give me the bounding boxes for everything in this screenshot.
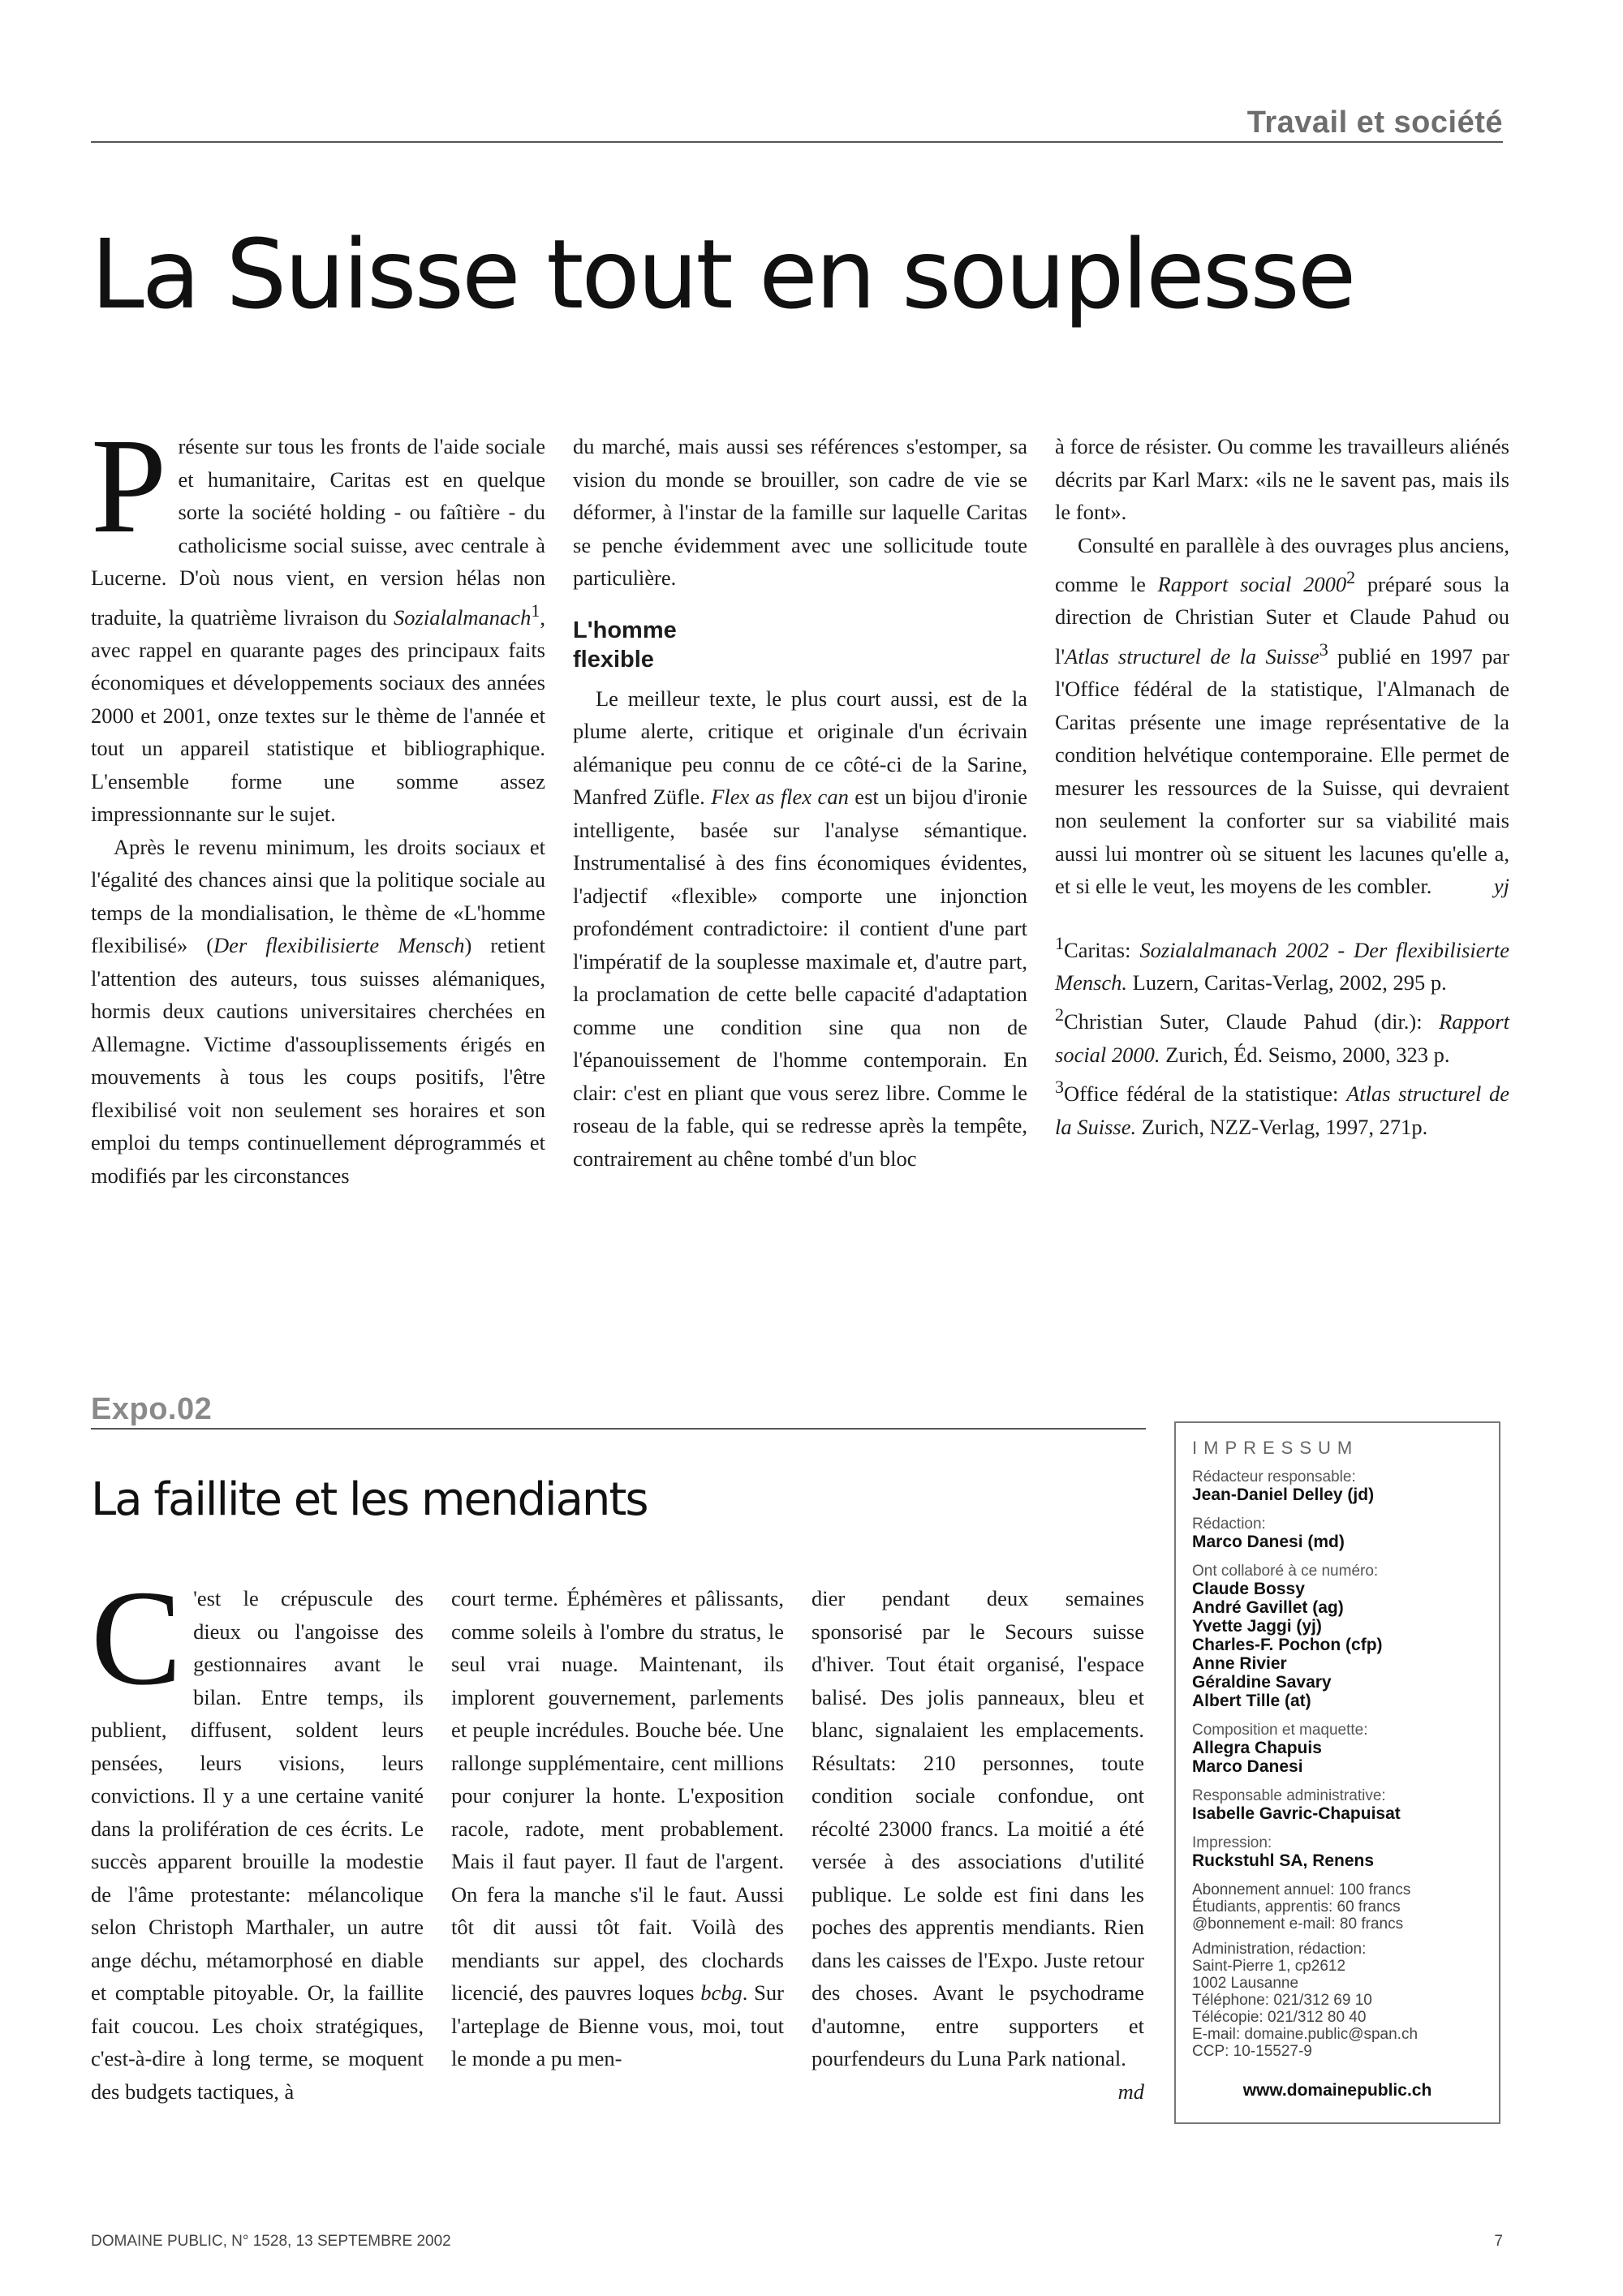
article1-subhead: L'homme flexible	[573, 617, 677, 673]
page-number: 7	[1494, 2233, 1503, 2250]
article2-column-2: court terme. Éphémères et pâlissants, comme soleils à l'ombre du stratus, le seul vrai nuage. Maintenant, ils implorent gouvernement, parlements et peuple incrédules. Bouche bée. Une rallonge supplémentaire, cent millions pour conjurer la honte. L'exposition racole, radote, ment probablement. Mais il faut payer. Il faut de l'argent. On fera la manche s'il le faut. Aussi tôt dit aussi tôt fait. Voilà des mendiants sur appel, des clochards licencié, des pauvres loques bcbg. Sur l'arteplage de Bienne vous, moi, tout le monde a pu men-	[451, 1586, 784, 2070]
impressum-box: IMPRESSUM Rédacteur responsable: Jean-Daniel Delley (jd) Rédaction: Marco Danesi (md) Ont collaboré à ce numéro: Claude Bossy André Gavillet (ag) Yvette Jaggi (yj) Charles-F. Pochon (cfp) Anne Rivier Géraldine Savary Albert Tille (at) Composition et maquette: Allegra Chapuis Marco Danesi Responsable administrative: Isabelle Gavric-Chapuisat Impression: Ruckstuhl SA, Renens Abonnement annuel: 100 francs Étudiants, apprentis: 60 francs @bonnement e-mail: 80 francs Administration, rédaction: Saint-Pierre 1, cp2612 1002 Lausanne Téléphone: 021/312 69 10 Télécopie: 021/312 80 40 E-mail: domaine.public@span.ch CCP: 10-15527-9 www.domainepublic.ch	[1174, 1421, 1500, 2124]
article1-dropcap: P	[91, 411, 167, 561]
website-link[interactable]: www.domainepublic.ch	[1242, 2081, 1432, 2100]
article1-signature: yj	[1493, 874, 1509, 899]
article1-column-3: à force de résister. Ou comme les travailleurs aliénés décrits par Karl Marx: «ils ne le savent pas, mais ils le font». Consulté en parallèle à des ouvrages plus anciens, comme le Rapport social 2000$^2$ préparé sous la direction de Christian Suter et Claude Pahud ou l'Atlas structurel de la Suisse$^3$ publié en 1997 par l'Office fédéral de la statistique, l'Almanach de Caritas présente une image représentative de la condition helvétique contemporaine. Elle permet de mesurer les ressources de la Suisse, qui devraient non seulement la conforter sur sa viabilité mais aussi lui montrer où se situent les lacunes qu'elle a, et si elle le veut, les moyens de les combler. yj $^1$Caritas: Sozialalmanach 2002 - Der flexibilisierte Mensch. Luzern, Caritas-Verlag, 2002, 295 p. $^2$Christian Suter, Claude Pahud (dir.): Rapport social 2000. Zurich, Éd. Seismo, 2000, 323 p. $^3$Office fédéral de la statistique: Atlas structurel de la Suisse. Zurich, NZZ-Verlag, 1997, 271p.	[1055, 430, 1509, 1143]
article2-title: La faillite et les mendiants	[91, 1473, 648, 1526]
top-rule	[91, 141, 1503, 143]
article1-footnotes	[1055, 927, 1509, 1143]
article2-column-1: C 'est le crépuscule des dieux ou l'angoisse des gestionnaires avant le bilan. Entre temps, ils publient, diffusent, soldent leurs pensées, leurs visions, leurs convictions. Il y a une certaine vanité dans la prolifération de ces écrits. Le succès apparent brouille la modestie de l'âme protestante: mélancolique selon Christoph Marthaler, un autre ange déchu, métamorphosé en diable et comptable pitoyable. Or, la faillite fait coucou. Les choix stratégiques, c'est-à-dire à long terme, se moquent des budgets tactiques, à	[91, 1563, 424, 2104]
footnote-2: $^2$Christian Suter, Claude Pahud (dir.): Rapport social 2000. Zurich, Éd. Seismo, 2000, 323 p.	[1055, 1004, 1509, 1067]
section-label-top: Travail et société	[1246, 105, 1503, 140]
article1-title: La Suisse tout en souplesse	[91, 218, 1354, 330]
contributors-list: Claude Bossy André Gavillet (ag) Yvette Jaggi (yj) Charles-F. Pochon (cfp) Anne Rivier Géraldine Savary Albert Tille (at)	[1192, 1580, 1383, 1710]
article2-dropcap: C	[91, 1563, 183, 1713]
admin-contact: Administration, rédaction: Saint-Pierre 1, cp2612 1002 Lausanne Téléphone: 021/312 69 10 Télécopie: 021/312 80 40 E-mail: domaine.public@span.ch CCP: 10-15527-9	[1192, 1941, 1483, 2060]
subscription-prices: Abonnement annuel: 100 francs Étudiants, apprentis: 60 francs @bonnement e-mail: 80 francs	[1192, 1881, 1411, 1933]
footnote-1: $^1$Caritas: Sozialalmanach 2002 - Der flexibilisierte Mensch. Luzern, Caritas-Verlag, 2002, 295 p.	[1055, 932, 1509, 995]
impressum-title: IMPRESSUM	[1192, 1438, 1359, 1458]
footnote-3: $^3$Office fédéral de la statistique: Atlas structurel de la Suisse. Zurich, NZZ-Verlag, 1997, 271p.	[1055, 1077, 1509, 1139]
article1-column-2: du marché, mais aussi ses références s'estomper, sa vision du monde se brouiller, son cadre de vie se déformer, à l'instar de la famille sur laquelle Caritas se penche évidemment avec une sollicitude toute particulière. L'homme flexible Le meilleur texte, le plus court aussi, est de la plume alerte, critique et originale d'un écrivain alémanique peu connu de ce côté-ci de la Sarine, Manfred Züfle. Flex as flex can est un bijou d'ironie intelligente, basée sur l'analyse sémantique. Instrumentalisé à des fins économiques évidentes, l'adjectif «flexible» comporte une injonction profondément contradictoire: il contient d'une part l'impératif de la souplesse maximale et, d'autre part, la proclamation de cette belle capacité d'adaptation comme une condition sine qua non de l'épanouissement de l'homme contemporain. En clair: c'est en pliant que vous serez libre. Comme le roseau de la fable, qui se redresse après la tempête, contrairement au chêne tombé d'un bloc	[573, 434, 1028, 1171]
article2-signature: md	[1117, 2079, 1144, 2104]
footer-publication: DOMAINE PUBLIC, N° 1528, 13 SEPTEMBRE 2002	[91, 2233, 451, 2250]
mid-rule	[91, 1428, 1146, 1430]
article2-column-3: dier pendant deux semaines sponsorisé par le Secours suisse d'hiver. Tout était organisé, l'espace balisé. Des jolis panneaux, bleu et blanc, signalaient les emplacements. Résultats: 210 personnes, toute condition sociale confondue, ont récolté 23000 francs. La moitié a été versée à des associations d'utilité publique. Le solde est fini dans les poches des apprentis mendiants. Rien dans les caisses de l'Expo. Juste retour des choses. Avant le psychodrame d'automne, entre supporters et pourfendeurs du Luna Park national. md	[812, 1582, 1144, 2108]
section-label-expo: Expo.02	[91, 1392, 213, 1426]
article1-column-1: Présente sur tous les fronts de l'aide sociale et humanitaire, Caritas est en quelque sorte la société holding - ou faîtière - du catholicisme social suisse, avec centrale à Lucerne. D'où nous vient, en version hélas non traduite, la quatrième livraison du Sozialalmanach$^1$, avec rappel en quarante pages des principaux faits économiques et développements sociaux des années 2000 et 2001, onze textes sur le thème de l'année et tout un appareil statistique et bibliographique. L'ensemble forme une somme assez impressionnante sur le sujet. Après le revenu minimum, les droits sociaux et l'égalité des chances ainsi que la politique sociale au temps de la mondialisation, le thème de «L'homme flexibilisé» (Der flexibilisierte Mensch) retient l'attention des auteurs, tous suisses alémaniques, hormis deux cautions universitaires cherchées en Allemagne. Victime d'assouplissements érigés en mouvements à tous les coups positifs, l'être flexibilisé voit non seulement ses horaires et son emploi du temps continuellement déprogrammés et modifiés par les circonstances	[91, 411, 545, 1188]
email-link[interactable]: E-mail: domaine.public@span.ch	[1192, 2026, 1419, 2043]
